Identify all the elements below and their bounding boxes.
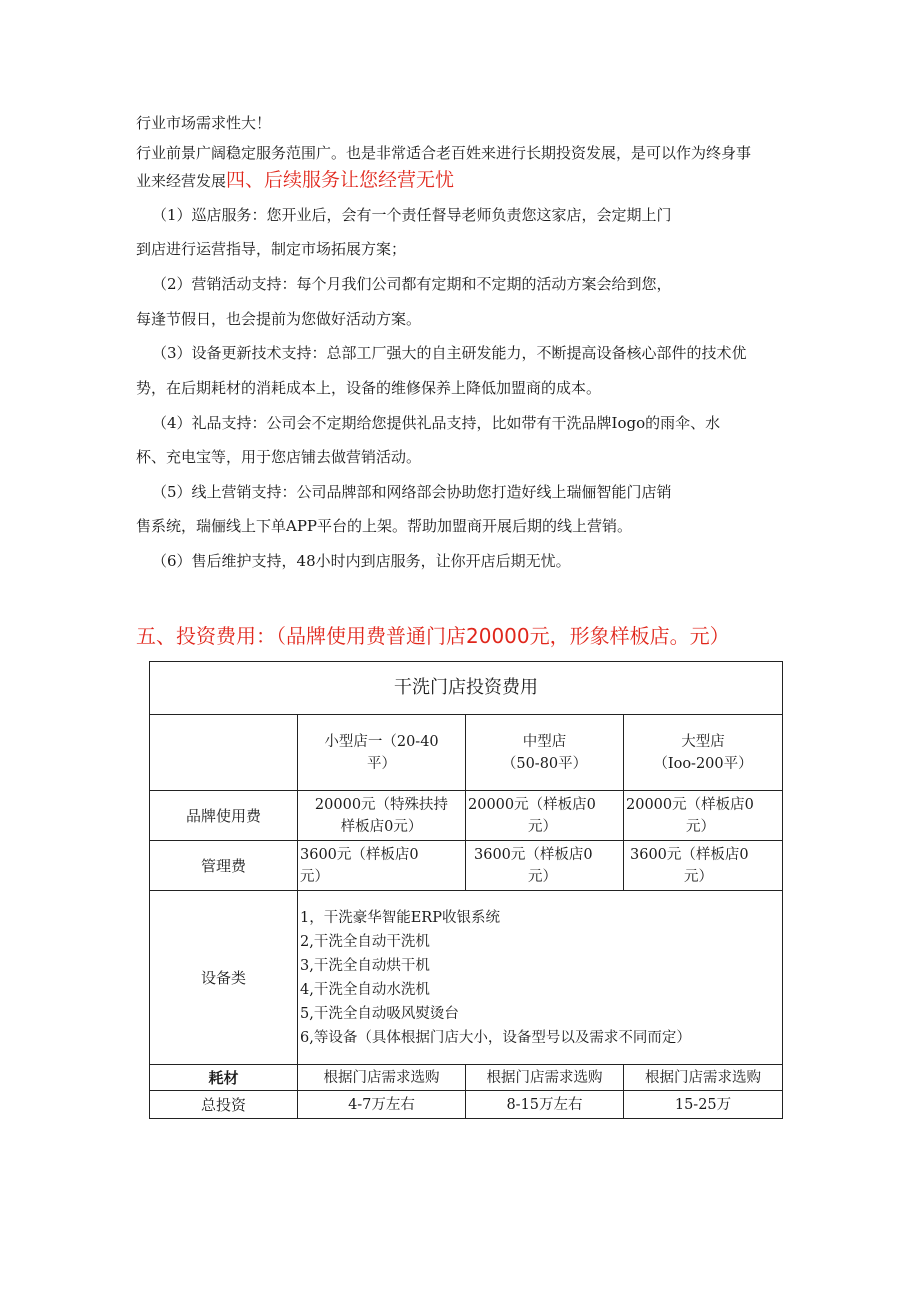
service-2-line-a: （2）营销活动支持：每个月我们公司都有定期和不定期的活动方案会给到您， xyxy=(152,275,672,293)
table-title-row xyxy=(150,662,783,715)
intro-line-1: 行业市场需求性大！ xyxy=(136,114,272,132)
consumables-label: 耗材 xyxy=(150,1065,298,1091)
header-medium-line2: （50-80平） xyxy=(501,755,588,772)
intro-line-2: 行业前景广阔稳定服务范围广。也是非常适合老百姓来进行长期投资发展，是可以作为终身事 xyxy=(136,144,752,162)
equipment-item: 4,干洗全自动水洗机 xyxy=(300,981,430,998)
brand-fee-label: 品牌使用费 xyxy=(150,791,298,841)
header-large-store xyxy=(624,715,783,791)
service-2-line-b: 每逢节假日，也会提前为您做好活动方案。 xyxy=(136,310,422,328)
total-large: 15-25万 xyxy=(624,1091,783,1119)
management-fee-small-line1: 3600元（样板店0 xyxy=(300,846,419,863)
service-1-line-a: （1）巡店服务：您开业后，会有一个责任督导老师负责您这家店，会定期上门 xyxy=(152,206,672,224)
investment-table xyxy=(149,661,783,1119)
service-3-line-a: （3）设备更新技术支持：总部工厂强大的自主研发能力，不断提高设备核心部件的技术优 xyxy=(152,344,747,362)
management-fee-medium xyxy=(466,841,624,891)
brand-fee-small-line1: 20000元（特殊扶持 xyxy=(314,796,449,813)
brand-fee-small-line2: 样板店0元） xyxy=(340,818,423,835)
equipment-list xyxy=(298,891,783,1065)
intro-line-3-lead: 业来经营发展 xyxy=(136,172,227,190)
service-6-line-a: （6）售后维护支持，48小时内到店服务，让你开店后期无忧。 xyxy=(152,552,571,570)
management-fee-large-line1: 3600元（样板店0 xyxy=(630,846,749,863)
brand-fee-large xyxy=(624,791,783,841)
section-4-heading: 四、后续服务让您经营无忧 xyxy=(226,169,455,191)
consumables-small: 根据门店需求选购 xyxy=(298,1065,466,1091)
service-4-line-a: （4）礼品支持：公司会不定期给您提供礼品支持，比如带有干洗品牌Iogo的雨伞、水 xyxy=(152,414,721,432)
intro-line-3 xyxy=(136,170,454,191)
total-small: 4-7万左右 xyxy=(298,1091,466,1119)
management-fee-large xyxy=(624,841,783,891)
total-row xyxy=(150,1091,783,1119)
header-medium-line1: 中型店 xyxy=(522,733,567,750)
service-1-line-b: 到店进行运营指导，制定市场拓展方案； xyxy=(136,240,407,258)
total-label: 总投资 xyxy=(150,1091,298,1119)
service-5-line-b: 售系统，瑞俪线上下单APP平台的上架。帮助加盟商开展后期的线上营销。 xyxy=(136,517,633,535)
header-medium-store xyxy=(466,715,624,791)
consumables-large: 根据门店需求选购 xyxy=(624,1065,783,1091)
brand-fee-large-line1: 20000元（样板店0 xyxy=(626,796,754,813)
management-fee-small-line2: 元） xyxy=(300,868,329,885)
table-title: 干洗门店投资费用 xyxy=(150,662,783,715)
brand-fee-medium xyxy=(466,791,624,841)
management-fee-medium-line1: 3600元（样板店0 xyxy=(474,846,593,863)
equipment-item: 6,等设备（具体根据门店大小，设备型号以及需求不同而定） xyxy=(300,1029,691,1046)
header-small-store xyxy=(298,715,466,791)
management-fee-medium-line2: 元） xyxy=(528,868,557,885)
header-small-line2: 平） xyxy=(367,755,396,772)
management-fee-row xyxy=(150,841,783,891)
header-large-line1: 大型店 xyxy=(681,733,725,750)
service-5-line-a: （5）线上营销支持：公司品牌部和网络部会协助您打造好线上瑞俪智能门店销 xyxy=(152,483,672,501)
header-empty-cell xyxy=(150,715,298,791)
brand-fee-row xyxy=(150,791,783,841)
equipment-item: 2,干洗全自动干洗机 xyxy=(300,933,430,950)
service-4-line-b: 杯、充电宝等，用于您店铺去做营销活动。 xyxy=(136,448,422,466)
brand-fee-small xyxy=(298,791,466,841)
consumables-row xyxy=(150,1065,783,1091)
header-large-line2: （Ioo-200平） xyxy=(653,755,753,772)
table-header-row xyxy=(150,715,783,791)
equipment-item: 5,干洗全自动吸风熨烫台 xyxy=(300,1005,459,1022)
header-small-line1: 小型店一（20-40 xyxy=(324,733,439,750)
management-fee-label: 管理费 xyxy=(150,841,298,891)
equipment-item: 1，干洗豪华智能ERP收银系统 xyxy=(300,909,500,926)
management-fee-small xyxy=(298,841,466,891)
management-fee-large-line2: 元） xyxy=(684,868,713,885)
equipment-item: 3,干洗全自动烘干机 xyxy=(300,957,430,974)
service-3-line-b: 势，在后期耗材的消耗成本上，设备的维修保养上降低加盟商的成本。 xyxy=(136,379,602,397)
section-5-heading: 五、投资费用：（品牌使用费普通门店20000元，形象样板店。元） xyxy=(136,624,730,648)
total-medium: 8-15万左右 xyxy=(466,1091,624,1119)
brand-fee-medium-line1: 20000元（样板店0 xyxy=(468,796,596,813)
brand-fee-large-line2: 元） xyxy=(686,818,715,835)
brand-fee-medium-line2: 元） xyxy=(528,818,557,835)
equipment-row xyxy=(150,891,783,1065)
consumables-medium: 根据门店需求选购 xyxy=(466,1065,624,1091)
equipment-label: 设备类 xyxy=(150,891,298,1065)
